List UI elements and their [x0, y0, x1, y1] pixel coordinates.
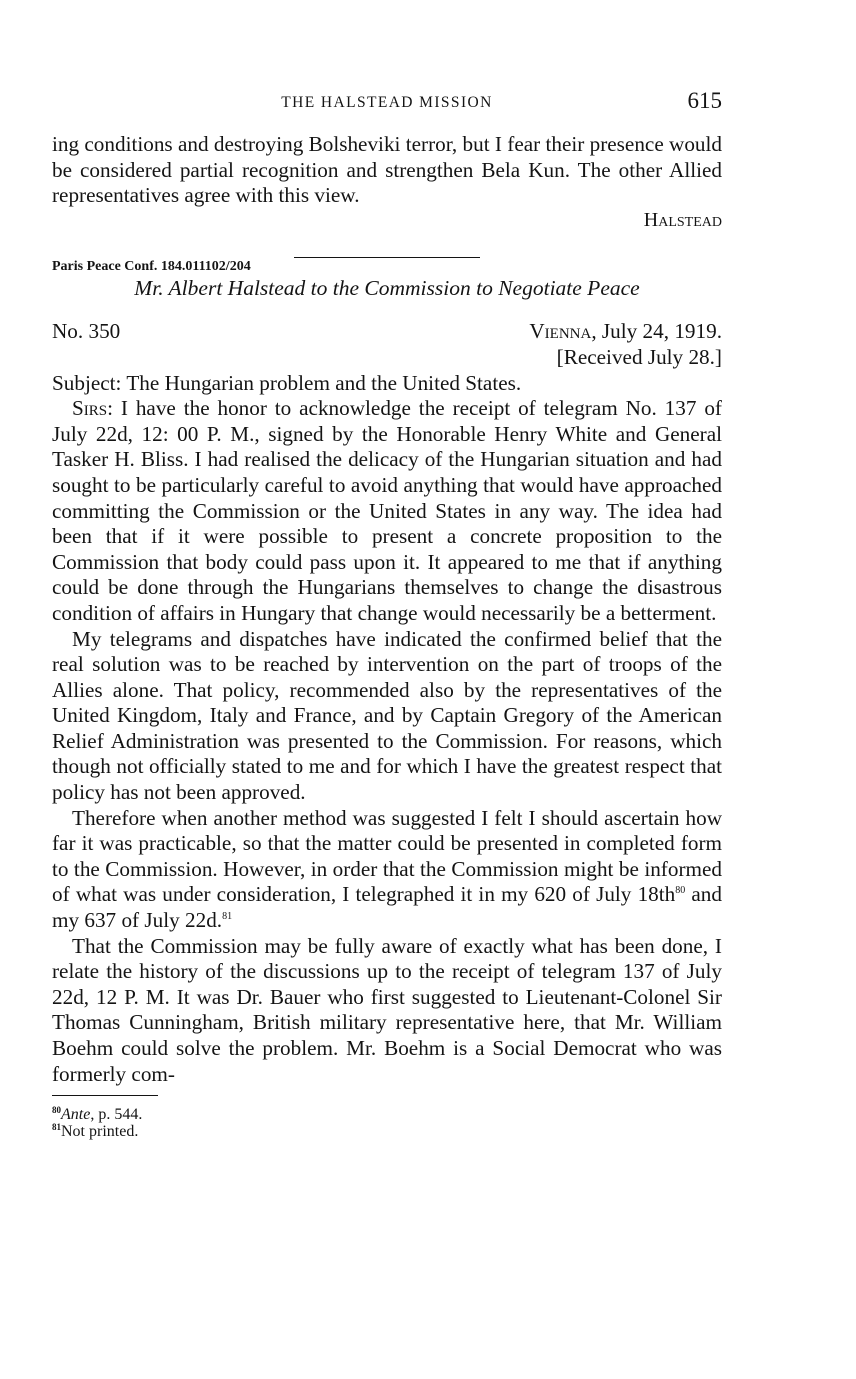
footnote-text: Not printed.	[61, 1123, 139, 1141]
footnote-mark: 81	[52, 1122, 61, 1133]
footnote-81	[52, 1123, 722, 1140]
page-body	[52, 132, 722, 1140]
received-date: [Received July 28.]	[556, 344, 722, 369]
body-paragraph-2: My telegrams and dispatches have indicated the confirmed belief that the real solution was to be reached by intervention on the part of troops of the Allies alone. That policy, recommended also by the representatives of the United Kingdom, Italy and France, and by Captain Gregory of the American Relief Administration was presented to the Commission. For reasons, which though not officially stated to me and for which I have the greatest respect that policy has not been approved.	[52, 626, 722, 805]
signature: Halstead	[643, 208, 722, 231]
dateline	[52, 319, 722, 345]
footnote-80	[52, 1106, 722, 1123]
footnote-mark: 80	[52, 1105, 61, 1116]
continuation-paragraph: ing conditions and destroying Bolsheviki terror, but I fear their presence would be considered partial recognition and strengthen Bela Kun. The other Allied representatives agree with this view.	[52, 132, 722, 208]
paragraph-3-mid: and my 637 of July 22d.	[52, 882, 722, 933]
document-title: Mr. Albert Halstead to the Commission to Negotiate Peace	[134, 275, 640, 300]
subject-line: Subject: The Hungarian problem and the United States.	[52, 370, 522, 395]
salutation: Sirs	[72, 396, 108, 421]
footnote-italic: Ante	[61, 1106, 91, 1124]
footnote-ref-80[interactable]: 80	[675, 885, 686, 897]
page-header	[52, 88, 722, 118]
date: , July 24, 1919.	[591, 319, 722, 344]
place: Vienna	[529, 319, 592, 344]
footnote-divider	[52, 1095, 158, 1096]
footnote-ref-81[interactable]: 81	[222, 910, 233, 922]
running-title: THE HALSTEAD MISSION	[281, 94, 493, 111]
page-number: 615	[687, 88, 722, 113]
document-number: No. 350	[52, 319, 121, 344]
footnote-text: , p. 544.	[90, 1106, 143, 1124]
body-paragraph-1	[52, 396, 722, 626]
footnotes	[52, 1106, 722, 1140]
body-paragraph-3	[52, 806, 722, 934]
paragraph-3-text: Therefore when another method was suggested I felt I should ascertain how far it was practicable, so that the matter could be presented in completed form to the Commission. However, in order that the Commission might be informed of what was under consideration, I telegraphed it in my 620 of July 18th	[52, 805, 722, 907]
body-paragraph-4: That the Commission may be fully aware of exactly what has been done, I relate the history of the discussions up to the receipt of telegram 137 of July 22d, 12 P. M. It was Dr. Bauer who first suggested to Lieutenant-Colonel Sir Thomas Cunningham, British military representative here, that Mr. William Boehm could solve the problem. Mr. Boehm is a Social Democrat who was formerly com-	[52, 933, 722, 1086]
place-date	[529, 319, 722, 345]
paragraph-1-text: : I have the honor to acknowledge the receipt of telegram No. 137 of July 22d, 12: 00 P. M., signed by the Honorable Henry White and General Tasker H. Bliss. I had realised the delicacy of the Hungarian situation and had sought to be particularly careful to avoid anything that would have approached committing the Commission or the United States in any way. The idea had been that if it were possible to present a concrete proposition to the Commission that body could pass upon it. It appeared to me that if anything could be done through the Hungarians themselves to change the disastrous condition of affairs in Hungary that change would necessarily be a betterment.	[52, 396, 722, 625]
file-reference: Paris Peace Conf. 184.011102/204	[52, 258, 251, 274]
